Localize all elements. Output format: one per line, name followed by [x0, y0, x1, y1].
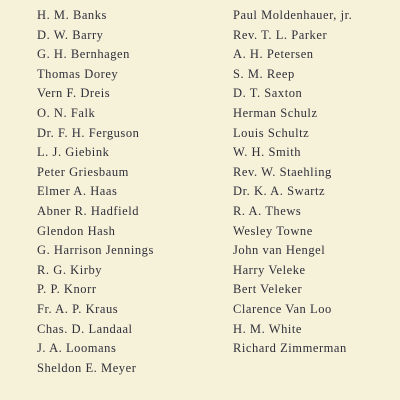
name-entry: L. J. Giebink — [37, 145, 110, 160]
name-entry: Rev. T. L. Parker — [233, 27, 328, 42]
name-entry: Peter Griesbaum — [37, 164, 129, 179]
name-entry: H. M. Banks — [37, 8, 107, 22]
name-entry: Dr. F. H. Ferguson — [37, 125, 140, 140]
name-entry: Harry Veleke — [233, 262, 306, 277]
name-entry: P. P. Knorr — [37, 282, 97, 297]
name-entry: D. T. Saxton — [233, 86, 303, 101]
name-entry: Dr. K. A. Swartz — [233, 184, 326, 199]
name-entry: A. H. Petersen — [233, 47, 314, 62]
name-entry: Louis Schultz — [233, 125, 310, 140]
name-entry: Wesley Towne — [233, 223, 313, 238]
name-entry: G. H. Bernhagen — [37, 47, 130, 62]
name-entry: D. W. Barry — [37, 27, 104, 42]
name-entry: Chas. D. Landaal — [37, 321, 133, 336]
name-entry: J. A. Loomans — [37, 341, 117, 356]
names-column-right — [233, 6, 352, 359]
name-entry: Richard Zimmerman — [233, 341, 347, 356]
name-entry: S. M. Reep — [233, 66, 295, 81]
name-entry: W. H. Smith — [233, 145, 302, 160]
name-entry: Vern F. Dreis — [37, 86, 111, 101]
name-entry: H. M. White — [233, 321, 303, 336]
name-entry: Glendon Hash — [37, 223, 116, 238]
name-entry: Paul Moldenhauer, jr. — [233, 8, 353, 22]
name-entry: R. G. Kirby — [37, 262, 103, 277]
name-entry: Bert Veleker — [233, 282, 303, 297]
name-entry: Fr. A. P. Kraus — [37, 301, 119, 316]
names-column-left — [37, 6, 154, 378]
name-entry: Rev. W. Staehling — [233, 164, 332, 179]
name-entry: R. A. Thews — [233, 203, 302, 218]
name-entry: G. Harrison Jennings — [37, 243, 154, 258]
name-entry: Abner R. Hadfield — [37, 203, 140, 218]
name-entry: Thomas Dorey — [37, 66, 119, 81]
name-entry: Herman Schulz — [233, 105, 318, 120]
name-entry: Clarence Van Loo — [233, 301, 332, 316]
name-entry: Elmer A. Haas — [37, 184, 118, 199]
name-entry: Sheldon E. Meyer — [37, 360, 137, 375]
name-entry: O. N. Falk — [37, 105, 96, 120]
name-entry: John van Hengel — [233, 243, 326, 258]
